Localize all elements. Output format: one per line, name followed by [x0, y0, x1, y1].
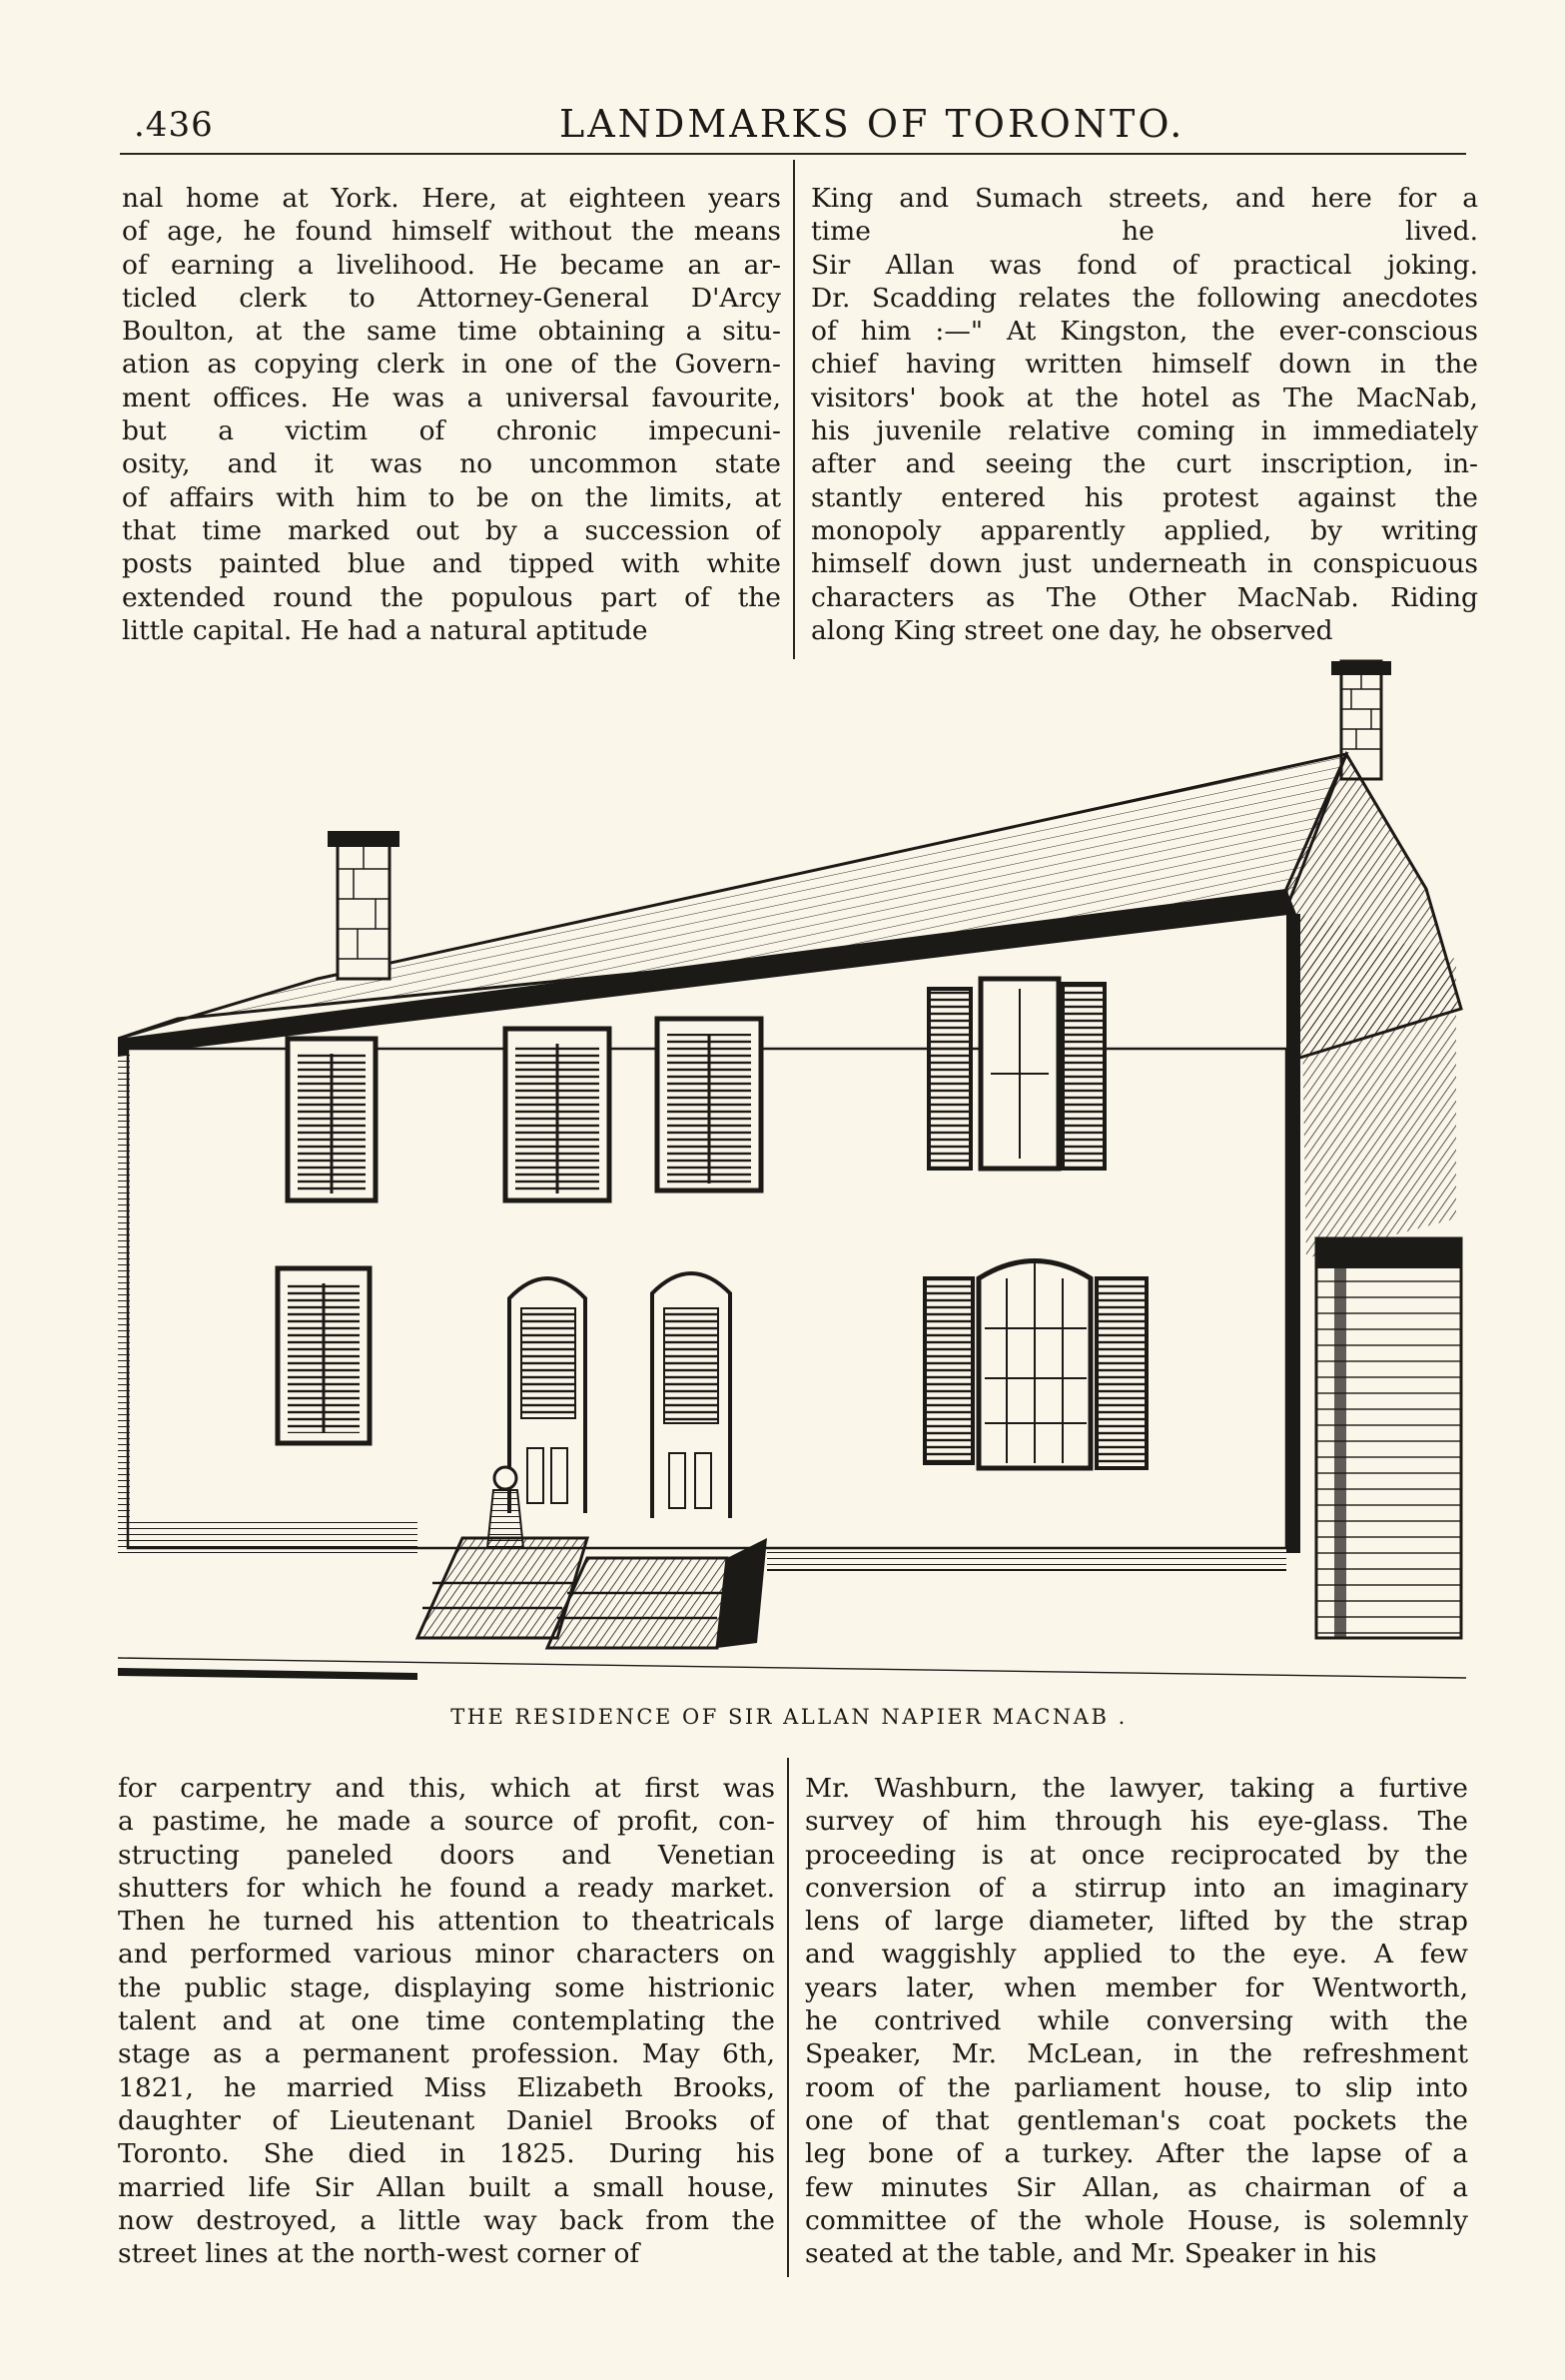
addition-wing	[1316, 1238, 1461, 1638]
text-line: 1821, he married Miss Elizabeth Brooks,	[118, 2071, 775, 2103]
text-line: survey of him through his eye-glass. The	[805, 1806, 1468, 1838]
bottom-column-divider	[787, 1758, 789, 2277]
text-line: Speaker, Mr. McLean, in the refreshment	[805, 2038, 1468, 2070]
illustration-caption: THE RESIDENCE OF SIR ALLAN NAPIER MACNAB .	[450, 1705, 1128, 1729]
text-line: himself down just underneath in conspicuous	[811, 548, 1478, 580]
text-line: and performed various minor characters on	[118, 1939, 775, 1971]
text-line: extended round the populous part of the	[122, 581, 781, 613]
text-line: his juvenile relative coming in immediately	[811, 415, 1478, 447]
text-line: few minutes Sir Allan, as chairman of a	[805, 2171, 1468, 2203]
side-wall	[1300, 914, 1456, 1258]
text-line: proceeding is at once reciprocated by the	[805, 1839, 1468, 1871]
front-door-right	[652, 1273, 730, 1518]
text-line: street lines at the north-west corner of	[118, 2238, 640, 2270]
text-line: and waggishly applied to the eye. A few	[805, 1939, 1468, 1971]
text-line: Boulton, at the same time obtaining a situ-	[122, 316, 781, 348]
text-line: Toronto. She died in 1825. During his	[118, 2138, 775, 2170]
text-line: now destroyed, a little way back from the	[118, 2204, 775, 2236]
text-line: osity, and it was no uncommon state	[122, 448, 781, 480]
top-right-column	[811, 182, 1478, 647]
main-roof	[118, 754, 1346, 1039]
text-line: time he lived.	[811, 216, 1478, 248]
top-column-divider	[793, 160, 795, 659]
text-line: room of the parliament house, to slip into	[805, 2071, 1468, 2103]
text-line: ation as copying clerk in one of the Govern-	[122, 349, 781, 381]
text-line: the public stage, displaying some histrionic	[118, 1972, 775, 2003]
running-head: LANDMARKS OF TORONTO.	[559, 102, 1185, 146]
text-line: of earning a livelihood. He became an ar-	[122, 249, 781, 281]
front-steps	[417, 1538, 767, 1648]
text-line: leg bone of a turkey. After the lapse of a	[805, 2138, 1468, 2170]
text-line: stantly entered his protest against the	[811, 481, 1478, 513]
text-line: for carpentry and this, which at first was	[118, 1773, 775, 1804]
text-line: posts painted blue and tipped with white	[122, 548, 781, 580]
text-line: ment offices. He was a universal favourite,	[122, 382, 781, 413]
text-line: committee of the whole House, is solemnly	[805, 2204, 1468, 2236]
text-line: of affairs with him to be on the limits, at	[122, 481, 781, 513]
header-rule	[120, 153, 1466, 155]
house-illustration	[118, 659, 1476, 1693]
text-line: after and seeing the curt inscription, in-	[811, 448, 1478, 480]
text-line: Dr. Scadding relates the following anecdotes	[811, 282, 1478, 314]
text-line: married life Sir Allan built a small house,	[118, 2171, 775, 2203]
text-line: along King street one day, he observed	[811, 614, 1333, 646]
text-line: stage as a permanent profession. May 6th,	[118, 2038, 775, 2070]
bottom-right-column	[805, 1772, 1468, 2270]
text-line: seated at the table, and Mr. Speaker in his	[805, 2238, 1377, 2270]
text-line: years later, when member for Wentworth,	[805, 1972, 1468, 2003]
window-top-4	[929, 979, 1105, 1169]
window-top-1	[288, 1039, 376, 1200]
text-line: daughter of Lieutenant Daniel Brooks of	[118, 2104, 775, 2136]
text-line: he contrived while conversing with the	[805, 2005, 1468, 2037]
text-line: Then he turned his attention to theatricals	[118, 1906, 775, 1938]
window-bottom-4	[925, 1261, 1147, 1469]
text-line: Mr. Washburn, the lawyer, taking a furtive	[805, 1773, 1468, 1804]
text-line: monopoly apparently applied, by writing	[811, 514, 1478, 546]
text-line: structing paneled doors and Venetian	[118, 1839, 775, 1871]
text-line: of age, he found himself without the means	[122, 216, 781, 248]
page-number: .436	[134, 105, 214, 145]
text-line: a pastime, he made a source of profit, con-	[118, 1806, 775, 1838]
text-line: King and Sumach streets, and here for a	[811, 183, 1478, 214]
text-line: Sir Allan was fond of practical joking.	[811, 249, 1478, 281]
text-line: but a victim of chronic impecuni-	[122, 415, 781, 447]
chimney-left	[328, 831, 399, 979]
text-line: little capital. He had a natural aptitude	[122, 614, 648, 646]
text-line: lens of large diameter, lifted by the strap	[805, 1906, 1468, 1938]
window-top-2	[505, 1029, 609, 1200]
text-line: of him :—" At Kingston, the ever-conscious	[811, 316, 1478, 348]
window-bottom-1	[278, 1268, 370, 1443]
bottom-left-column	[118, 1772, 775, 2270]
front-door-left	[509, 1278, 585, 1513]
text-line: ticled clerk to Attorney-General D'Arcy	[122, 282, 781, 314]
text-line: nal home at York. Here, at eighteen years	[122, 183, 781, 214]
text-line: characters as The Other MacNab. Riding	[811, 581, 1478, 613]
window-top-3	[657, 1019, 761, 1190]
text-line: that time marked out by a succession of	[122, 514, 781, 546]
text-line: conversion of a stirrup into an imaginary	[805, 1872, 1468, 1904]
top-left-column	[122, 182, 781, 647]
text-line: visitors' book at the hotel as The MacNab,	[811, 382, 1478, 413]
text-line: shutters for which he found a ready market.	[118, 1872, 775, 1904]
text-line: talent and at one time contemplating the	[118, 2005, 775, 2037]
text-line: one of that gentleman's coat pockets the	[805, 2104, 1468, 2136]
text-line: chief having written himself down in the	[811, 349, 1478, 381]
